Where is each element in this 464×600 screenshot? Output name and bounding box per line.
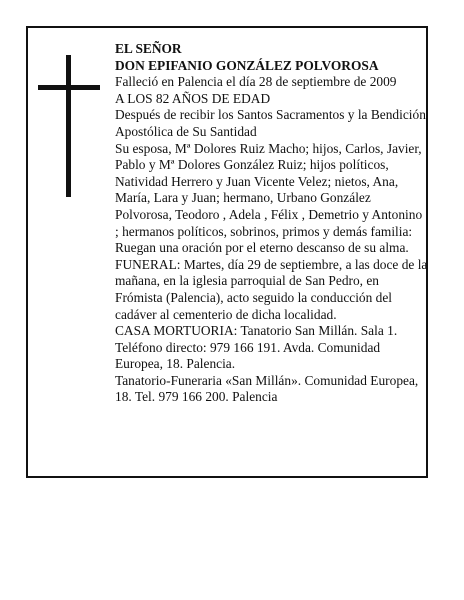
cross-horizontal-bar <box>38 85 100 90</box>
cross-icon <box>38 55 100 197</box>
title-line-2: DON EPIFANIO GONZÁLEZ POLVOROSA <box>115 57 379 73</box>
notice-text <box>115 41 429 406</box>
mortuary-paragraph: CASA MORTUORIA: Tanatorio San Millán. Sala 1. Teléfono directo: 979 166 191. Avda. Comunidad Europea, 18. Palencia. <box>115 323 398 372</box>
funeral-home-paragraph: Tanatorio-Funeraria «San Millán». Comunidad Europea, 18. Tel. 979 166 200. Palencia <box>115 372 419 405</box>
family-paragraph: Su esposa, Mª Dolores Ruiz Macho; hijos, Carlos, Javier, Pablo y Mª Dolores González Ruiz; hijos políticos, Natividad Herrero y Juan Vicente Velez; nietos, Ana, María, Lara y Juan; hermano, Urbano González Polvorosa, Teodoro , Adela , Félix , Demetrio y Antonino ; hermanos políticos, sobrinos, primos y demás familia: <box>115 140 423 239</box>
funeral-paragraph: FUNERAL: Martes, día 29 de septiembre, a las doce de la mañana, en la iglesia parroquial de San Pedro, en Frómista (Palencia), acto seguido la conducción del cadáver al cementerio de dicha localidad. <box>115 256 428 322</box>
cross-vertical-bar <box>66 55 71 197</box>
title-line-1: EL SEÑOR <box>115 41 182 56</box>
death-line: Falleció en Palencia el día 28 de septiembre de 2009 <box>115 74 397 90</box>
sacraments-paragraph: Después de recibir los Santos Sacramentos y la Bendición Apostólica de Su Santidad <box>115 107 426 139</box>
prayer-paragraph: Ruegan una oración por el eterno descanso de su alma. <box>115 240 409 256</box>
obituary-notice <box>26 26 428 478</box>
age-line: A LOS 82 AÑOS DE EDAD <box>115 90 271 106</box>
